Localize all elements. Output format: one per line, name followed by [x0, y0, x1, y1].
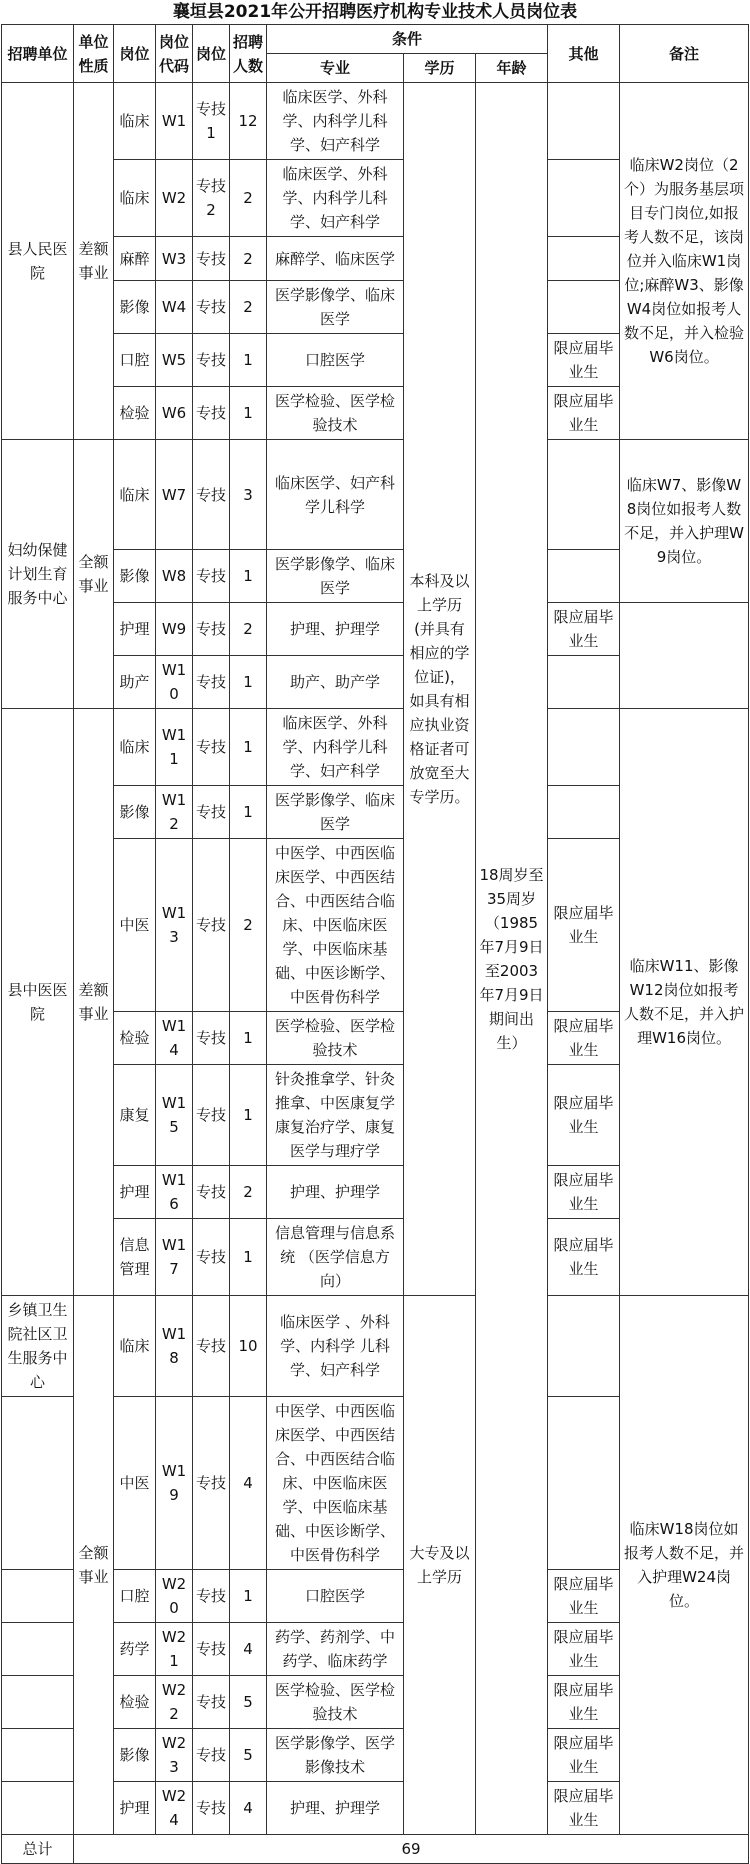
code-cell: W18 — [156, 1296, 193, 1397]
header-count: 招聘人数 — [230, 25, 267, 83]
other-cell — [548, 281, 620, 334]
count-cell: 4 — [230, 1397, 267, 1570]
category-cell: 专技 — [193, 1166, 230, 1219]
table-title: 襄垣县2021年公开招聘医疗机构专业技术人员岗位表 — [172, 2, 578, 22]
other-cell: 限应届毕业生 — [548, 334, 620, 387]
count-cell: 2 — [230, 839, 267, 1012]
post-cell: 检验 — [114, 387, 156, 440]
remark-cell: 临床W11、影像W12岗位如报考人数不足，并入护理W16岗位。 — [620, 709, 749, 1296]
other-cell: 限应届毕业生 — [548, 1782, 620, 1835]
code-cell: W1 — [156, 83, 193, 160]
major-cell: 医学检验、医学检验技术 — [267, 1012, 404, 1065]
major-cell: 临床医学、外科学、内科学儿科学、妇产科学 — [267, 160, 404, 237]
education-cell: 本科及以上学历(并具有相应的学位证)，如具有相应执业资格证者可放宽至大专学历。 — [404, 83, 476, 1296]
major-cell: 中医学、中西医临床医学、中西医结合、中西医结合临床、中医临床医学、中医临床基础、中医诊断学、中医骨伤科学 — [267, 1397, 404, 1570]
code-cell: W23 — [156, 1729, 193, 1782]
major-cell: 医学影像学、临床医学 — [267, 786, 404, 839]
category-cell: 专技2 — [193, 160, 230, 237]
code-cell: W24 — [156, 1782, 193, 1835]
count-cell: 1 — [230, 550, 267, 603]
code-cell: W21 — [156, 1623, 193, 1676]
post-cell: 康复 — [114, 1065, 156, 1166]
category-cell: 专技 — [193, 1012, 230, 1065]
count-cell: 5 — [230, 1676, 267, 1729]
category-cell: 专技 — [193, 1729, 230, 1782]
major-cell: 护理、护理学 — [267, 1782, 404, 1835]
category-cell: 专技 — [193, 656, 230, 709]
count-cell: 12 — [230, 83, 267, 160]
count-cell: 2 — [230, 1166, 267, 1219]
category-cell: 专技 — [193, 1296, 230, 1397]
category-cell: 专技 — [193, 334, 230, 387]
post-cell: 药学 — [114, 1623, 156, 1676]
post-cell: 口腔 — [114, 334, 156, 387]
table-row — [2, 440, 749, 550]
nature-cell: 全额事业 — [74, 1296, 114, 1835]
post-cell: 影像 — [114, 786, 156, 839]
major-cell: 医学影像学、临床医学 — [267, 550, 404, 603]
other-cell: 限应届毕业生 — [548, 1065, 620, 1166]
header-code: 岗位代码 — [156, 25, 193, 83]
post-cell: 临床 — [114, 709, 156, 786]
table-row — [2, 603, 749, 656]
major-cell: 医学影像学、医学影像技术 — [267, 1729, 404, 1782]
code-cell: W14 — [156, 1012, 193, 1065]
category-cell: 专技 — [193, 1676, 230, 1729]
post-cell: 影像 — [114, 550, 156, 603]
table-row — [2, 709, 749, 786]
other-cell — [548, 550, 620, 603]
category-cell: 专技 — [193, 440, 230, 550]
code-cell: W4 — [156, 281, 193, 334]
code-cell: W20 — [156, 1570, 193, 1623]
header-other: 其他 — [548, 25, 620, 83]
total-value: 69 — [74, 1835, 749, 1864]
code-cell: W13 — [156, 839, 193, 1012]
category-cell: 专技 — [193, 281, 230, 334]
other-cell: 限应届毕业生 — [548, 1219, 620, 1296]
other-cell — [548, 656, 620, 709]
post-cell: 影像 — [114, 281, 156, 334]
category-cell: 专技 — [193, 786, 230, 839]
major-cell: 临床医学、外科学、内科学儿科学、妇产科学 — [267, 83, 404, 160]
count-cell: 1 — [230, 1219, 267, 1296]
count-cell: 5 — [230, 1729, 267, 1782]
count-cell: 1 — [230, 1570, 267, 1623]
other-cell: 限应届毕业生 — [548, 387, 620, 440]
category-cell: 专技 — [193, 1397, 230, 1570]
code-cell: W9 — [156, 603, 193, 656]
post-cell: 临床 — [114, 1296, 156, 1397]
count-cell: 2 — [230, 603, 267, 656]
major-cell: 中医学、中西医临床医学、中西医结合、中西医结合临床、中医临床医学、中医临床基础、中医诊断学、中医骨伤科学 — [267, 839, 404, 1012]
count-cell: 1 — [230, 709, 267, 786]
unit-cell-empty — [2, 1570, 74, 1623]
code-cell: W8 — [156, 550, 193, 603]
code-cell: W6 — [156, 387, 193, 440]
post-cell: 中医 — [114, 1397, 156, 1570]
major-cell: 护理、护理学 — [267, 1166, 404, 1219]
other-cell — [548, 709, 620, 786]
unit-cell-empty — [2, 1397, 74, 1570]
other-cell: 限应届毕业生 — [548, 1166, 620, 1219]
age-cell: 18周岁至35周岁（1985年7月9日至2003年7月9日期间出生） — [476, 83, 548, 1835]
category-cell: 专技 — [193, 1570, 230, 1623]
other-cell: 限应届毕业生 — [548, 603, 620, 656]
unit-cell: 县人民医院 — [2, 83, 74, 440]
remark-cell-empty — [620, 603, 749, 709]
major-cell: 临床医学、外科学、内科学儿科学、妇产科学 — [267, 709, 404, 786]
code-cell: W10 — [156, 656, 193, 709]
major-cell: 麻醉学、临床医学 — [267, 237, 404, 281]
code-cell: W22 — [156, 1676, 193, 1729]
total-label: 总计 — [2, 1835, 74, 1864]
post-cell: 信息管理 — [114, 1219, 156, 1296]
major-cell: 临床医学、妇产科学儿科学 — [267, 440, 404, 550]
other-cell: 限应届毕业生 — [548, 1676, 620, 1729]
nature-cell: 差额事业 — [74, 709, 114, 1296]
count-cell: 3 — [230, 440, 267, 550]
nature-cell: 全额事业 — [74, 440, 114, 709]
other-cell — [548, 1397, 620, 1570]
code-cell: W19 — [156, 1397, 193, 1570]
count-cell: 4 — [230, 1782, 267, 1835]
count-cell: 1 — [230, 1012, 267, 1065]
post-cell: 临床 — [114, 83, 156, 160]
remark-cell: 临床W18岗位如报考人数不足，并入护理W24岗位。 — [620, 1296, 749, 1835]
unit-cell-empty — [2, 1782, 74, 1835]
post-cell: 麻醉 — [114, 237, 156, 281]
code-cell: W3 — [156, 237, 193, 281]
major-cell: 助产、助产学 — [267, 656, 404, 709]
major-cell: 医学检验、医学检验技术 — [267, 387, 404, 440]
header-major: 专业 — [267, 54, 404, 83]
count-cell: 1 — [230, 387, 267, 440]
major-cell: 护理、护理学 — [267, 603, 404, 656]
post-cell: 临床 — [114, 440, 156, 550]
code-cell: W2 — [156, 160, 193, 237]
header-age: 年龄 — [476, 54, 548, 83]
code-cell: W11 — [156, 709, 193, 786]
other-cell: 限应届毕业生 — [548, 1623, 620, 1676]
category-cell: 专技 — [193, 709, 230, 786]
post-cell: 检验 — [114, 1012, 156, 1065]
other-cell: 限应届毕业生 — [548, 1570, 620, 1623]
major-cell: 口腔医学 — [267, 334, 404, 387]
post-cell: 中医 — [114, 839, 156, 1012]
category-cell: 专技 — [193, 839, 230, 1012]
post-cell: 护理 — [114, 603, 156, 656]
post-cell: 护理 — [114, 1166, 156, 1219]
unit-cell-empty — [2, 1623, 74, 1676]
post-cell: 助产 — [114, 656, 156, 709]
post-cell: 护理 — [114, 1782, 156, 1835]
unit-cell: 妇幼保健计划生育服务中心 — [2, 440, 74, 709]
count-cell: 1 — [230, 786, 267, 839]
count-cell: 1 — [230, 334, 267, 387]
count-cell: 2 — [230, 281, 267, 334]
category-cell: 专技 — [193, 1623, 230, 1676]
header-education: 学历 — [404, 54, 476, 83]
unit-cell-empty — [2, 1676, 74, 1729]
other-cell — [548, 237, 620, 281]
category-cell: 专技 — [193, 1065, 230, 1166]
post-cell: 检验 — [114, 1676, 156, 1729]
code-cell: W5 — [156, 334, 193, 387]
code-cell: W12 — [156, 786, 193, 839]
other-cell: 限应届毕业生 — [548, 839, 620, 1012]
header-remark: 备注 — [620, 25, 749, 83]
nature-cell: 差额事业 — [74, 83, 114, 440]
major-cell: 医学检验、医学检验技术 — [267, 1676, 404, 1729]
post-cell: 口腔 — [114, 1570, 156, 1623]
table-row — [2, 83, 749, 160]
remark-cell: 临床W7、影像W8岗位如报考人数不足，并入护理W9岗位。 — [620, 440, 749, 603]
education-cell: 大专及以上学历 — [404, 1296, 476, 1835]
other-cell — [548, 786, 620, 839]
major-cell: 临床医学 、外科学、内科学 儿科学、妇产科学 — [267, 1296, 404, 1397]
category-cell: 专技 — [193, 1219, 230, 1296]
category-cell: 专技 — [193, 1782, 230, 1835]
major-cell: 信息管理与信息系统 （医学信息方向） — [267, 1219, 404, 1296]
table-row — [2, 1296, 749, 1397]
recruitment-table — [1, 24, 749, 1864]
total-row — [2, 1835, 749, 1864]
major-cell: 药学、药剂学、中药学、临床药学 — [267, 1623, 404, 1676]
major-cell: 口腔医学 — [267, 1570, 404, 1623]
category-cell: 专技 — [193, 603, 230, 656]
remark-cell: 临床W2岗位（2个）为服务基层项目专门岗位,如报考人数不足，该岗位并入临床W1岗位;麻醉W3、影像W4岗位如报考人数不足，并入检验W6岗位。 — [620, 83, 749, 440]
header-post: 岗位 — [114, 25, 156, 83]
other-cell — [548, 83, 620, 160]
other-cell — [548, 1296, 620, 1397]
post-cell: 临床 — [114, 160, 156, 237]
count-cell: 1 — [230, 1065, 267, 1166]
other-cell: 限应届毕业生 — [548, 1729, 620, 1782]
header-nature: 单位性质 — [74, 25, 114, 83]
header-conditions: 条件 — [267, 25, 548, 54]
count-cell: 4 — [230, 1623, 267, 1676]
header-unit: 招聘单位 — [2, 25, 74, 83]
count-cell: 2 — [230, 160, 267, 237]
major-cell: 医学影像学、临床医学 — [267, 281, 404, 334]
category-cell: 专技 — [193, 387, 230, 440]
other-cell — [548, 440, 620, 550]
count-cell: 10 — [230, 1296, 267, 1397]
category-cell: 专技 — [193, 237, 230, 281]
category-cell: 专技1 — [193, 83, 230, 160]
count-cell: 1 — [230, 656, 267, 709]
unit-cell: 县中医医院 — [2, 709, 74, 1296]
code-cell: W16 — [156, 1166, 193, 1219]
post-cell: 影像 — [114, 1729, 156, 1782]
code-cell: W7 — [156, 440, 193, 550]
header-category: 岗位 — [193, 25, 230, 83]
count-cell: 2 — [230, 237, 267, 281]
unit-cell-empty — [2, 1729, 74, 1782]
unit-cell: 乡镇卫生院社区卫生服务中心 — [2, 1296, 74, 1397]
code-cell: W15 — [156, 1065, 193, 1166]
category-cell: 专技 — [193, 550, 230, 603]
other-cell — [548, 160, 620, 237]
other-cell: 限应届毕业生 — [548, 1012, 620, 1065]
major-cell: 针灸推拿学、针灸推拿、中医康复学康复治疗学、康复医学与理疗学 — [267, 1065, 404, 1166]
code-cell: W17 — [156, 1219, 193, 1296]
